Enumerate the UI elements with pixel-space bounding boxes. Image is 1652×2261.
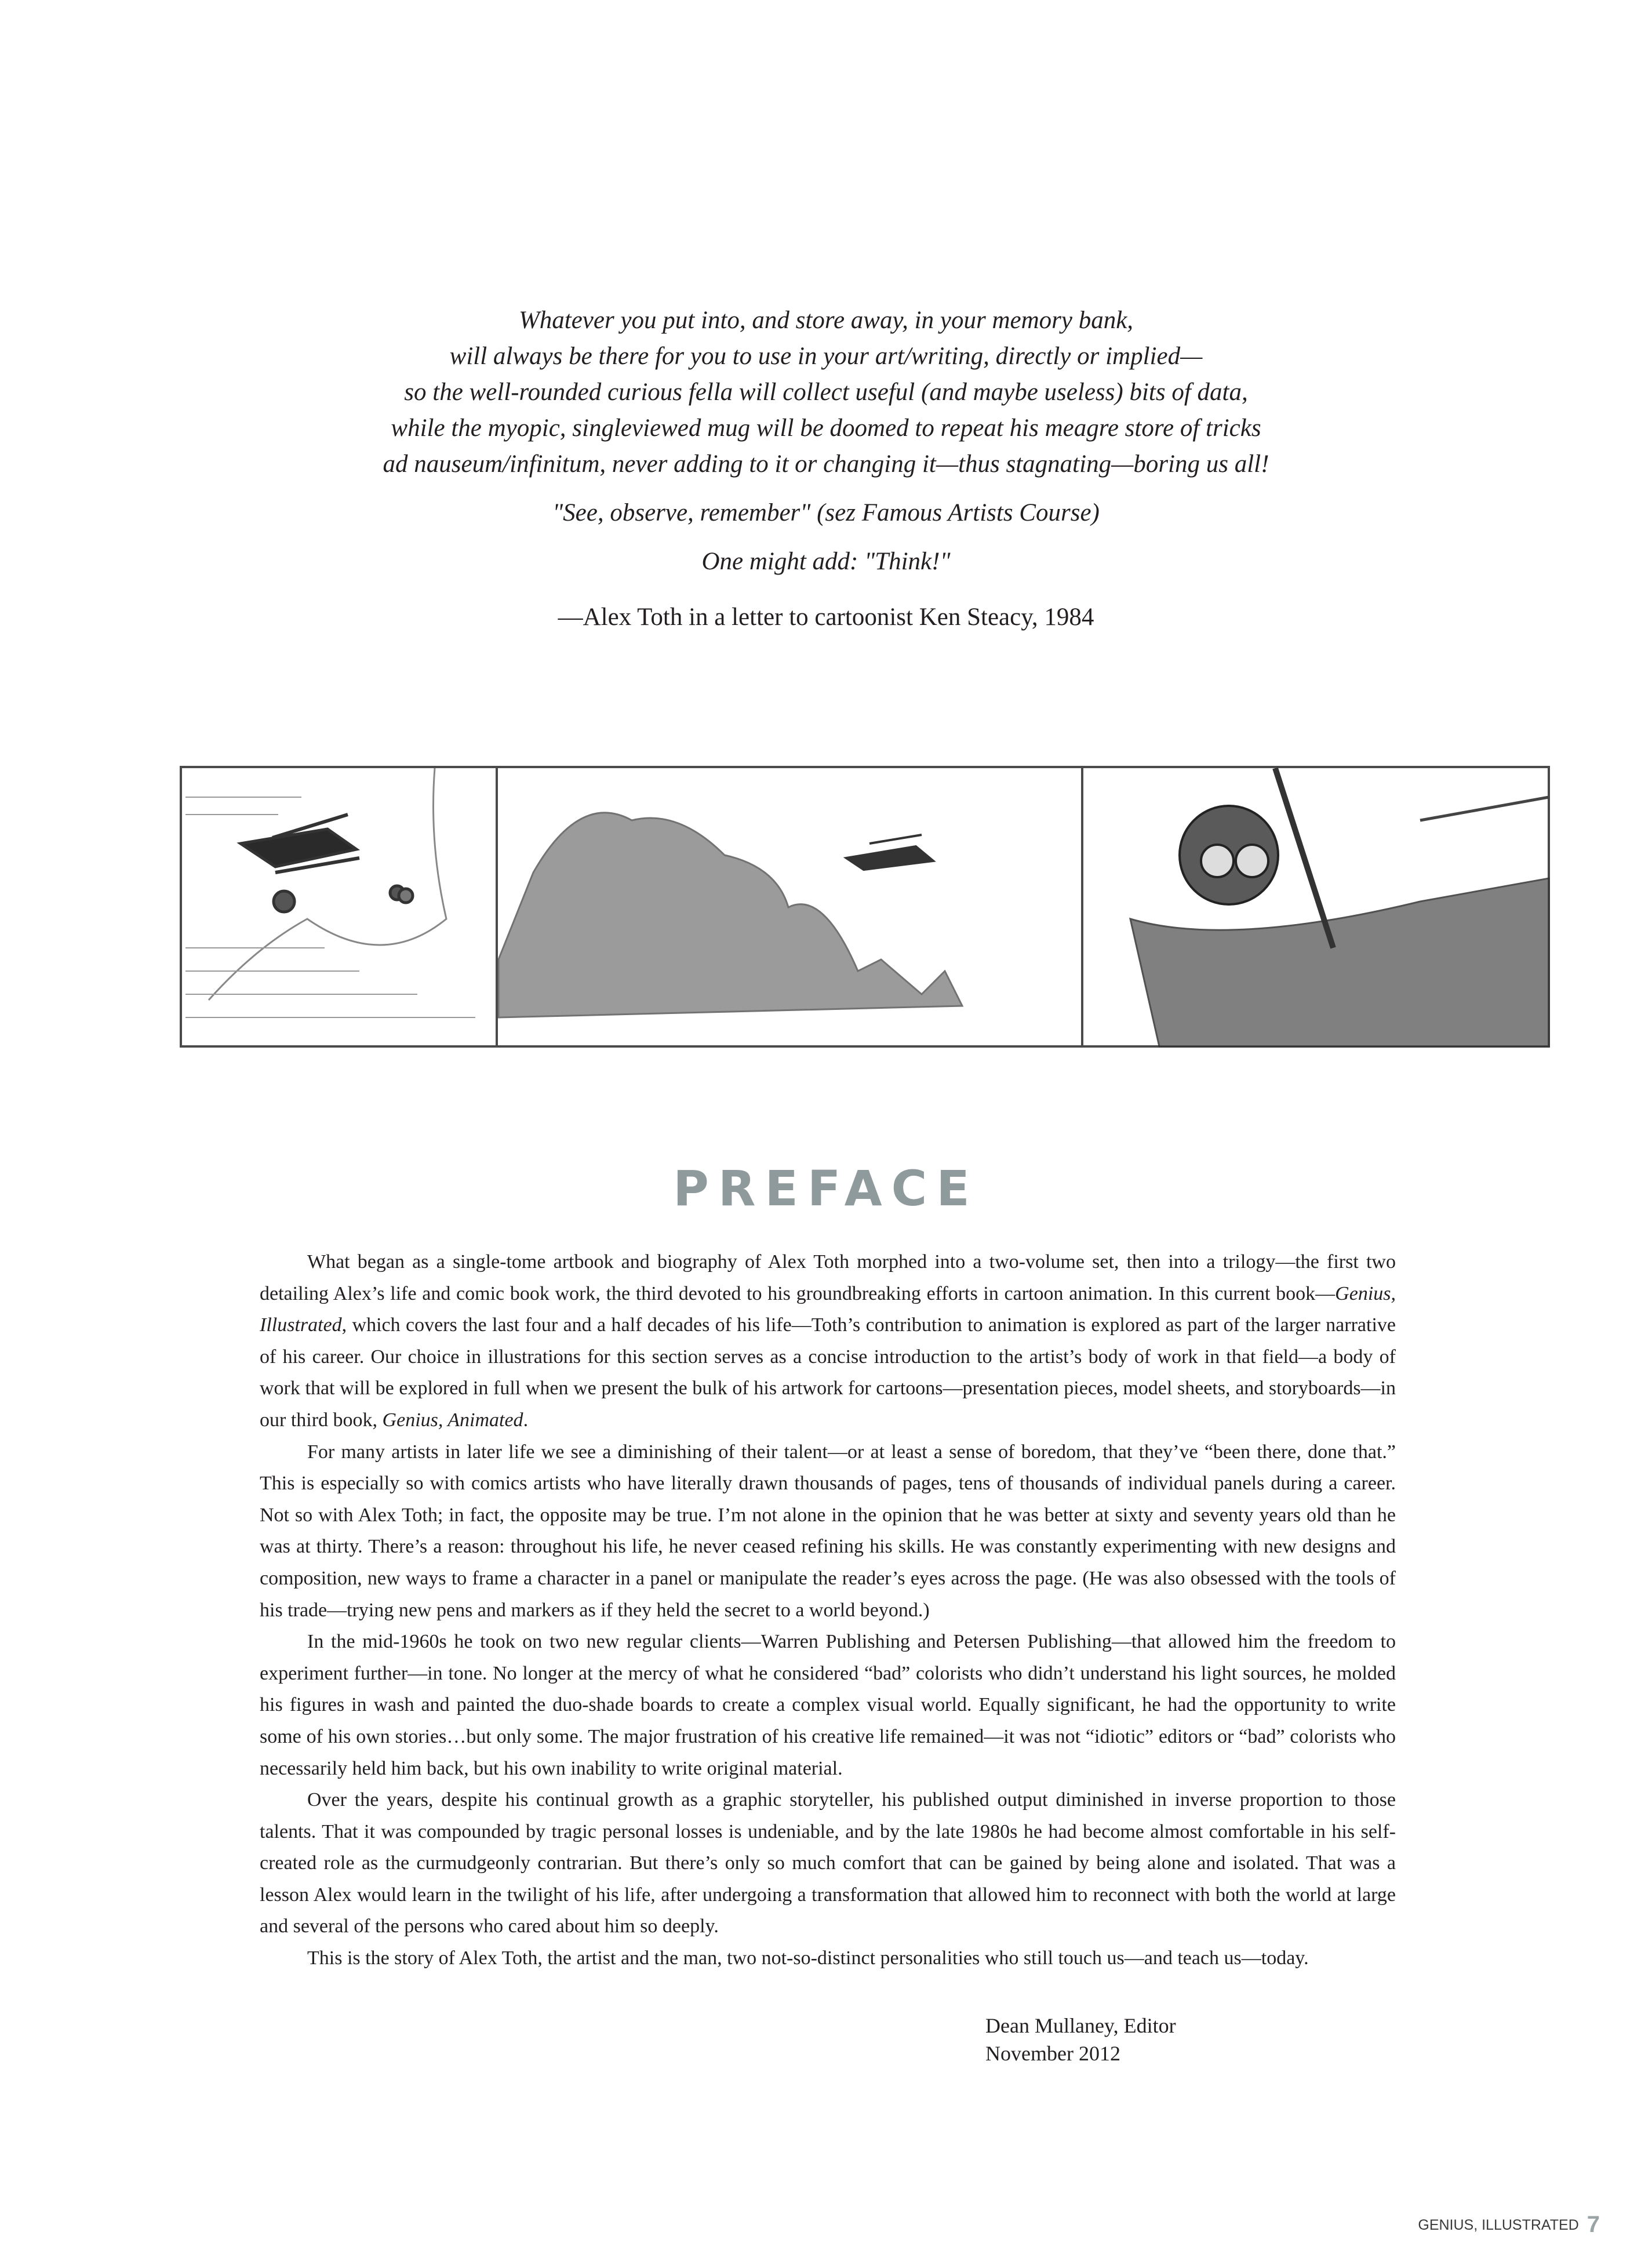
biplane-drawing [209, 768, 446, 1000]
preface-paragraph: For many artists in later life we see a diminishing of their talent—or at least a sense of boredom, that they’ve “been there, done that.” This is especially so with comics artists who have literally drawn thousands of pages, tens of thousands of individual panels during a career. Not so with Alex Toth; in fact, the opposite may be true. I’m not alone in the opinion that he was better at sixty and seventy years old than he was at thirty. There’s a reason: throughout his life, he never ceased refining his skills. He was constantly experimenting with new designs and composition, new ways to frame a character in a panel or manipulate the reader’s eyes across the page. (He was also obsessed with the tools of his trade—trying new pens and markers as if they held the secret to a world beyond.) [260, 1441, 1396, 1621]
preface-paragraph: In the mid-1960s he took on two new regular clients—Warren Publishing and Petersen Publishing—that allowed him the freedom to experiment further—in tone. No longer at the mercy of what he considered “bad” colorists who didn’t understand his light sources, he molded his figures in wash and painted the duo-shade boards to create a complex visual world. Equally significant, he had the opportunity to write some of his own stories…but only some. The major frustration of his creative life remained—it was not “idiotic” editors or “bad” colorists who necessarily held him back, but his own inability to write original material. [260, 1631, 1396, 1779]
preface-paragraph: Over the years, despite his continual growth as a graphic storyteller, his published output diminished in inverse proportion to those talents. That it was compounded by tragic personal losses is undeniable, and by the late 1980s he had become almost comfortable in his self-created role as the curmudgeonly contrarian. But there’s only so much comfort that can be gained by being alone and isolated. That was a lesson Alex would learn in the twilight of his life, after undergoing a transformation that allowed him to reconnect with both the world at large and several of the persons who cared about him so deeply. [260, 1789, 1396, 1938]
epigraph-quote [0, 303, 1652, 635]
epigraph-line: while the myopic, singleviewed mug will be doomed to repeat his meagre store of tricks [391, 415, 1261, 442]
book-title-genius-illustrated: Genius, Illustrated [260, 1282, 1396, 1336]
page-footer [1418, 2212, 1600, 2238]
epigraph-think-line: One might add: "Think!" [701, 548, 951, 575]
page-number: 7 [1586, 2212, 1600, 2237]
editor-signature [985, 2012, 1176, 2067]
epigraph-course-line: "See, observe, remember" (sez Famous Artists Course) [552, 499, 1100, 526]
epigraph-line: so the well-rounded curious fella will collect useful (and maybe useless) bits of data, [404, 379, 1248, 406]
pilot-drawing [1130, 768, 1549, 1046]
running-title: GENIUS, ILLUSTRATED [1418, 2217, 1579, 2233]
preface-heading: PREFACE [673, 1160, 979, 1217]
storyboard-panel-1 [181, 767, 497, 1046]
epigraph-line: Whatever you put into, and store away, in your memory bank, [518, 307, 1134, 334]
preface-body [260, 1246, 1396, 1975]
editor-name: Dean Mullaney, Editor [985, 2014, 1176, 2037]
pencil-storyboard-sketch [174, 728, 1559, 1087]
epigraph-attribution: —Alex Toth in a letter to cartoonist Ken Steacy, 1984 [558, 604, 1094, 631]
preface-paragraph: This is the story of Alex Toth, the artist and the man, two not-so-distinct personalities who still touch us—and teach us—today. [307, 1947, 1309, 1969]
preface-paragraph: What began as a single-tome artbook and biography of Alex Toth morphed into a two-volume set, then into a trilogy—the first two detailing Alex’s life and comic book work, the third devoted to his groundbreaking efforts in cartoon animation. In this current book—Genius, Illustrated, which covers the last four and a half decades of his life—Toth’s contribution to animation is explored as part of the larger narrative of his career. Our choice in illustrations for this section serves as a concise introduction to the artist’s body of work in that field—a body of work that will be explored in full when we present the bulk of his artwork for cartoons—presentation pieces, model sheets, and storyboards—in our third book, Genius, Animated. [260, 1251, 1396, 1431]
mountain-drawing [498, 813, 962, 1017]
epigraph-line: will always be there for you to use in your art/writing, directly or implied— [449, 343, 1203, 370]
small-plane-drawing [846, 835, 933, 870]
epigraph-line: ad nauseum/infinitum, never adding to it or changing it—thus stagnating—boring us all! [383, 450, 1269, 478]
book-title-genius-animated: Genius, Animated [382, 1409, 523, 1431]
signature-date: November 2012 [985, 2042, 1120, 2065]
